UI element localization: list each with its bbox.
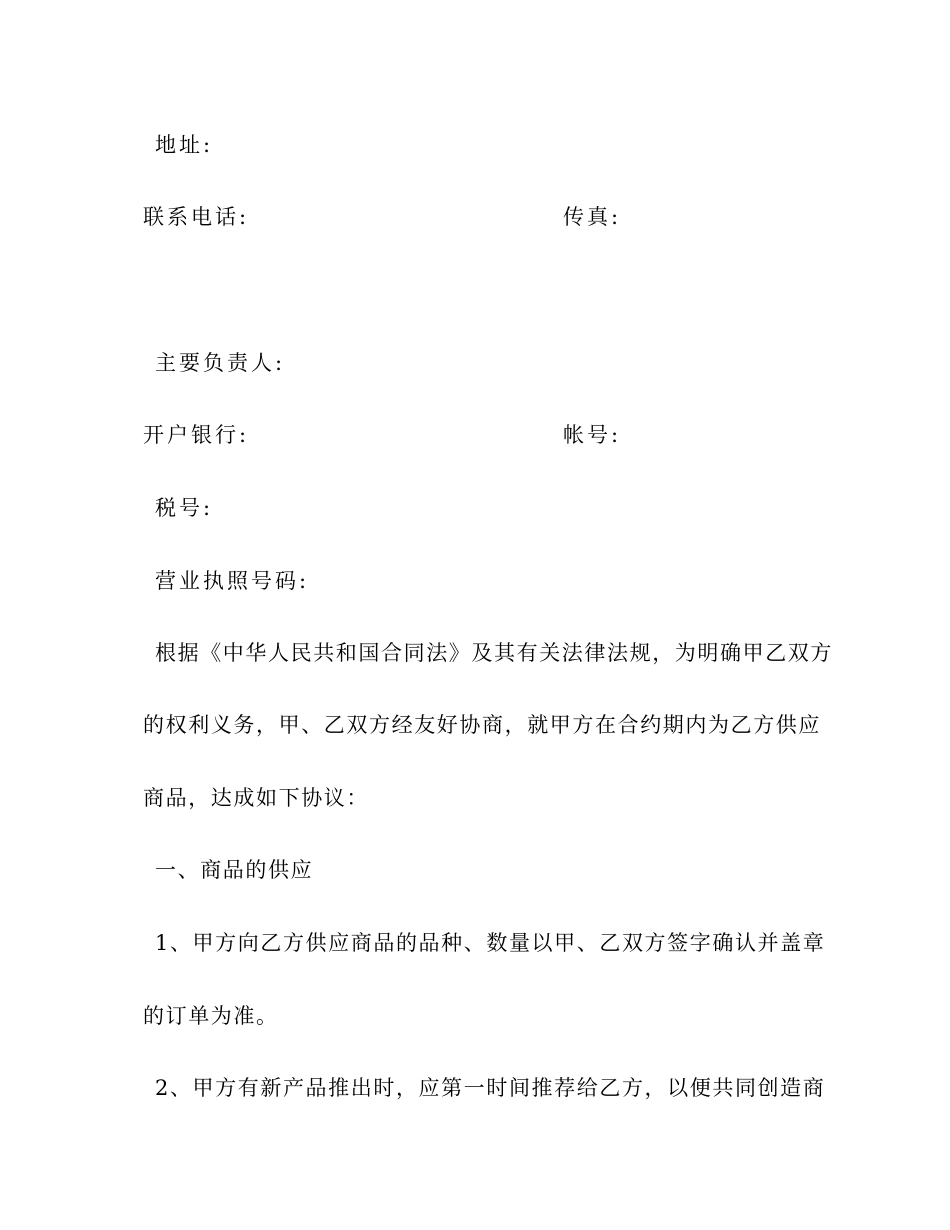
preamble-line-1: 根据《中华人民共和国合同法》及其有关法律法规，为明确甲乙双方	[155, 641, 833, 665]
clause-1-line-1: 1、甲方向乙方供应商品的品种、数量以甲、乙双方签字确认并盖章	[155, 931, 826, 955]
license-label: 营业执照号码:	[155, 569, 310, 593]
fax-label: 传真:	[563, 205, 622, 229]
preamble-line-2: 的权利义务，甲、乙双方经友好协商，就甲方在合约期内为乙方供应	[143, 713, 821, 737]
preamble-line-3: 商品，达成如下协议：	[143, 786, 369, 810]
bank-label: 开户银行:	[143, 423, 250, 447]
principal-label: 主要负责人:	[155, 351, 286, 375]
clause-2-line-1: 2、甲方有新产品推出时，应第一时间推荐给乙方，以便共同创造商	[155, 1076, 826, 1100]
account-label: 帐号:	[563, 423, 622, 447]
tax-label: 税号:	[155, 496, 214, 520]
section-heading: 一、商品的供应	[155, 858, 314, 882]
phone-label: 联系电话:	[143, 205, 250, 229]
clause-1-line-2: 的订单为准。	[143, 1004, 279, 1028]
address-label: 地址:	[155, 133, 214, 157]
